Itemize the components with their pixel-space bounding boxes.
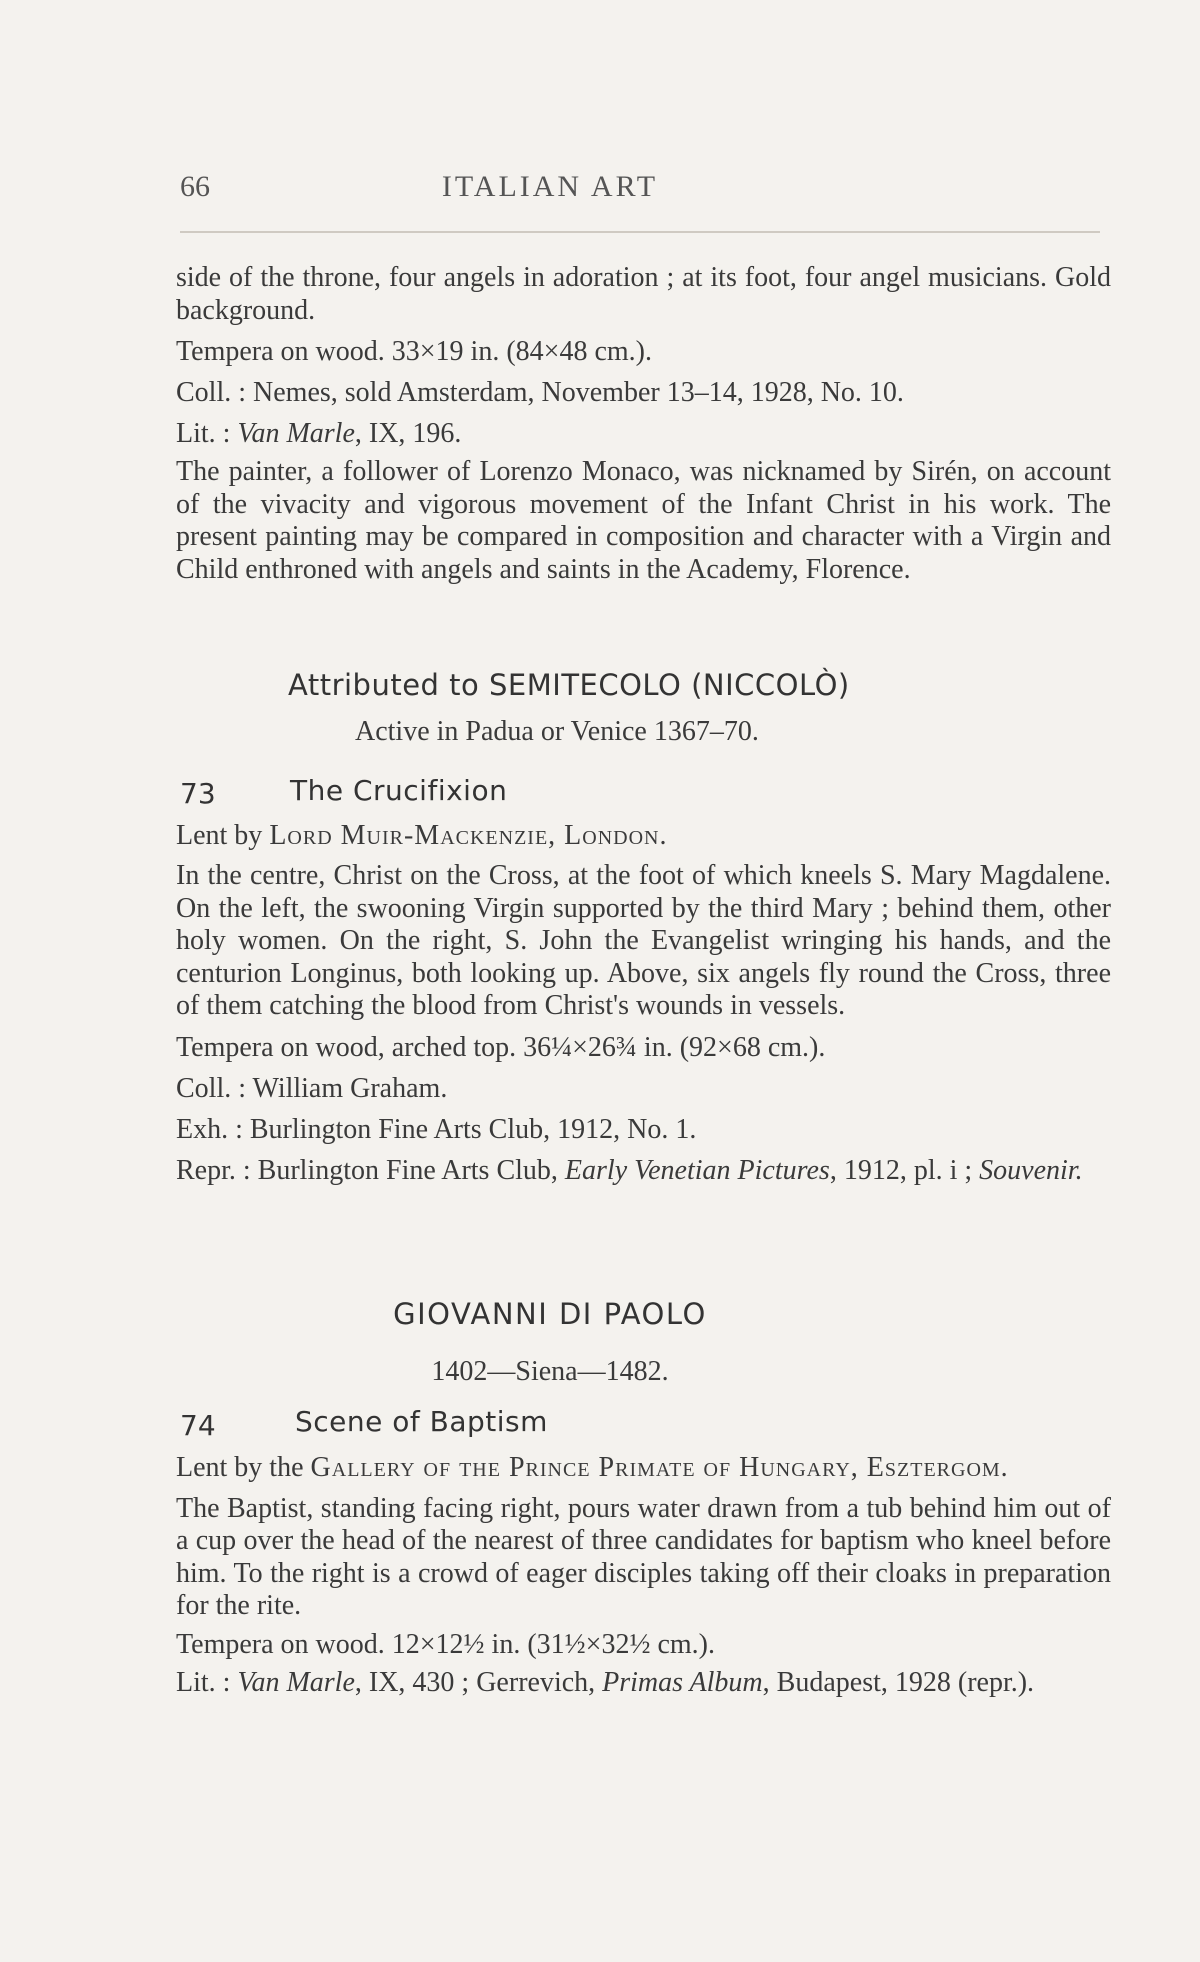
entry-74-lender: Lent by the Gallery of the Prince Primate of Hungary, Esztergom. <box>176 1452 1009 1483</box>
artist-heading-giovanni-di-paolo: GIOVANNI DI PAOLO <box>393 1297 707 1331</box>
entry-number-73: 73 <box>180 777 216 810</box>
entry-74-medium: Tempera on wood. 12×12½ in. (31½×32½ cm.). <box>176 1628 715 1660</box>
continuation-block <box>176 262 1111 586</box>
continuation-description: side of the throne, four angels in adoration ; at its foot, four angel musicians. Gold background. <box>176 262 1111 326</box>
header-rule <box>180 231 1100 233</box>
entry-73-lender: Lent by Lord Muir-Mackenzie, London. <box>176 820 668 851</box>
entry-73-reproduction: Repr. : Burlington Fine Arts Club, Early Venetian Pictures, 1912, pl. i ; Souvenir. <box>176 1154 1083 1186</box>
continuation-collection: Coll. : Nemes, sold Amsterdam, November 13–14, 1928, No. 10. <box>176 377 904 408</box>
entry-number-74: 74 <box>180 1409 216 1442</box>
continuation-medium: Tempera on wood. 33×19 in. (84×48 cm.). <box>176 336 652 367</box>
entry-73-description: In the centre, Christ on the Cross, at the foot of which kneels S. Mary Magdalene. On the left, the swooning Virgin supported by the third Mary ; behind them, other holy women. On the right, S. John the Evangelist wringing his hands, and the centurion Longinus, both looking up. Above, six angels fly round the Cross, three of them catching the blood from Christ's wounds in vessels. <box>176 860 1111 1021</box>
artist-dates-semitecolo: Active in Padua or Venice 1367–70. <box>355 716 759 747</box>
entry-74-body <box>176 1452 1111 1699</box>
running-title: ITALIAN ART <box>441 170 659 203</box>
entry-title-74: Scene of Baptism <box>295 1405 548 1438</box>
continuation-commentary: The painter, a follower of Lorenzo Monaco, was nicknamed by Sirén, on account of the vivacity and vigorous movement of the Infant Christ in his work. The present painting may be compared in composition and character with a Virgin and Child enthroned with angels and saints in the Academy, Florence. <box>176 456 1111 585</box>
entry-73-medium: Tempera on wood, arched top. 36¼×26¾ in. (92×68 cm.). <box>176 1031 826 1063</box>
entry-73-collection: Coll. : William Graham. <box>176 1072 448 1104</box>
page-number: 66 <box>180 170 210 203</box>
artist-dates-giovanni-di-paolo: 1402—Siena—1482. <box>431 1356 669 1387</box>
entry-74-literature: Lit. : Van Marle, IX, 430 ; Gerrevich, Primas Album, Budapest, 1928 (repr.). <box>176 1666 1035 1698</box>
entry-74-description: The Baptist, standing facing right, pours water drawn from a tub behind him out of a cup over the head of the nearest of three candidates for baptism who kneel before him. To the right is a crowd of eager disciples taking off their cloaks in preparation for the rite. <box>176 1492 1111 1621</box>
continuation-literature: Lit. : Van Marle, IX, 196. <box>176 418 462 449</box>
entry-73-exhibition: Exh. : Burlington Fine Arts Club, 1912, No. 1. <box>176 1113 697 1145</box>
entry-title-73: The Crucifixion <box>290 774 508 807</box>
entry-73-body <box>176 820 1111 1187</box>
artist-heading-semitecolo: Attributed to SEMITECOLO (NICCOLÒ) <box>288 668 850 702</box>
